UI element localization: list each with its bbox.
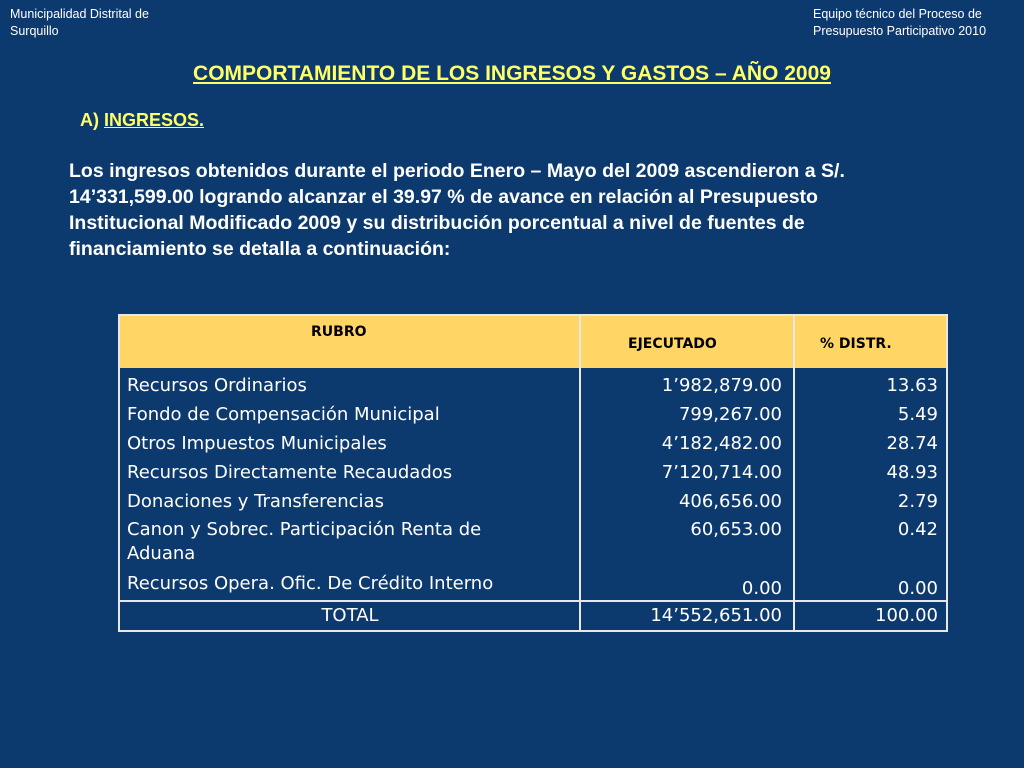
header-rubro: RUBRO <box>311 324 367 340</box>
row-pct: 13.63 <box>886 375 938 396</box>
row-name: Recursos Opera. Ofic. De Crédito Interno <box>127 573 494 594</box>
paragraph-line: financiamiento se detalla a continuación: <box>69 238 451 260</box>
row-ejecutado: 1’982,879.00 <box>661 375 782 396</box>
total-label: TOTAL <box>321 605 379 626</box>
paragraph-line: Institucional Modificado 2009 y su distribución porcentual a nivel de fuentes de <box>69 212 805 234</box>
row-ejecutado: 406,656.00 <box>678 491 782 512</box>
row-name <box>127 518 567 566</box>
row-ejecutado: 7’120,714.00 <box>661 462 782 483</box>
row-ejecutado: 799,267.00 <box>678 404 782 425</box>
row-name-line2: Aduana <box>127 543 196 564</box>
row-pct: 0.42 <box>897 519 938 540</box>
total-pct: 100.00 <box>875 605 938 626</box>
paragraph-line: 14’331,599.00 logrando alcanzar el 39.97 % de avance en relación al Presupuesto <box>69 186 818 208</box>
header-right-line2: Presupuesto Participativo 2010 <box>813 24 987 38</box>
row-pct: 2.79 <box>897 491 938 512</box>
row-pct: 48.93 <box>886 462 938 483</box>
header-left-line2: Surquillo <box>10 24 59 38</box>
column-divider <box>793 316 795 630</box>
row-ejecutado: 60,653.00 <box>690 519 782 540</box>
header-ejecutado: EJECUTADO <box>628 336 717 352</box>
section-heading <box>80 110 204 131</box>
row-pct: 5.49 <box>897 404 938 425</box>
income-table <box>118 314 948 632</box>
column-divider <box>579 316 581 630</box>
section-prefix: A) <box>80 110 104 130</box>
header-right-line1: Equipo técnico del Proceso de <box>813 7 982 21</box>
header-distr: % DISTR. <box>820 336 892 352</box>
header-left <box>10 6 210 40</box>
row-name: Fondo de Compensación Municipal <box>127 404 440 425</box>
slide-title: COMPORTAMIENTO DE LOS INGRESOS Y GASTOS – AÑO 2009 <box>193 62 831 85</box>
table-header <box>120 316 946 368</box>
total-ejecutado: 14’552,651.00 <box>650 605 782 626</box>
paragraph-line: Los ingresos obtenidos durante el periodo Enero – Mayo del 2009 ascendieron a S/. <box>69 160 845 182</box>
intro-paragraph <box>69 158 919 262</box>
row-name-line1: Canon y Sobrec. Participación Renta de <box>127 519 482 540</box>
table-total-row <box>120 602 946 630</box>
row-ejecutado: 4’182,482.00 <box>661 433 782 454</box>
header-left-line1: Municipalidad Distrital de <box>10 7 149 21</box>
row-name: Recursos Directamente Recaudados <box>127 462 453 483</box>
row-ejecutado: 0.00 <box>741 578 782 599</box>
row-pct: 0.00 <box>897 578 938 599</box>
row-name: Recursos Ordinarios <box>127 375 307 396</box>
header-right <box>813 6 1013 40</box>
row-name: Donaciones y Transferencias <box>127 491 384 512</box>
row-name: Otros Impuestos Municipales <box>127 433 387 454</box>
section-label: INGRESOS. <box>104 110 205 130</box>
row-pct: 28.74 <box>886 433 938 454</box>
